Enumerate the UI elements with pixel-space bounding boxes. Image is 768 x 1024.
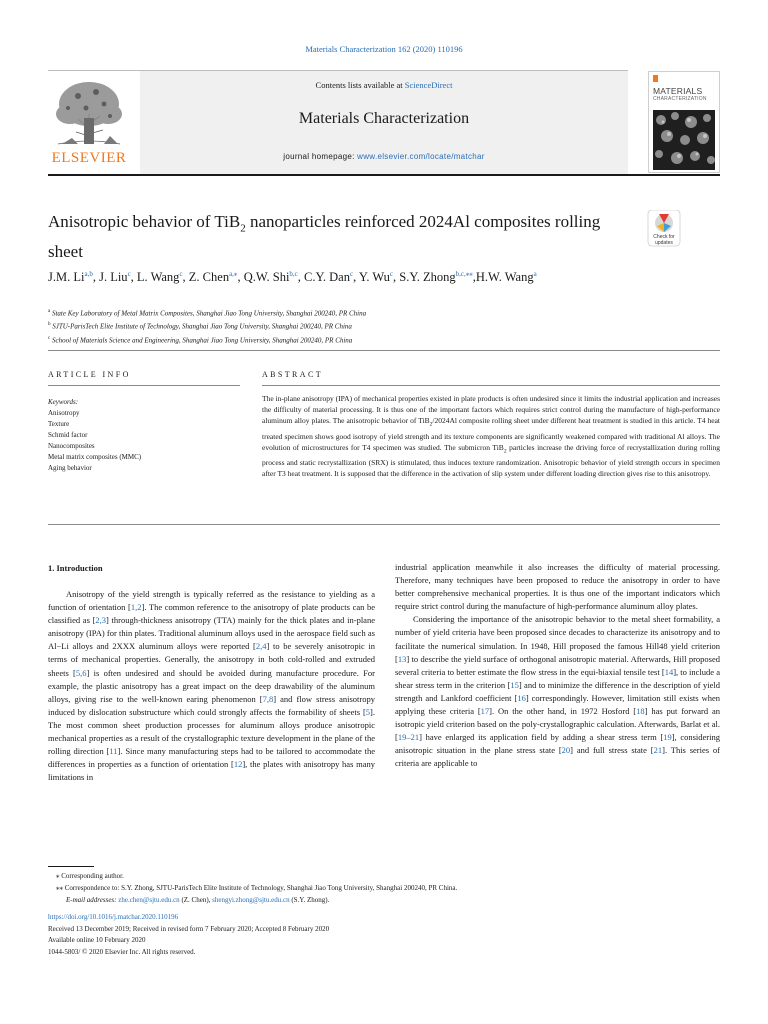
author-name[interactable]: Q.W. Shi [243, 270, 290, 285]
author-affiliation-marker[interactable]: b,c [289, 270, 298, 278]
body-text: ]. Since many manufacturing steps had to be tailored to accommodate the differences in properties as a function of orientation [ [48, 746, 375, 770]
article-info-heading: ARTICLE INFO [48, 370, 131, 379]
author-name[interactable]: L. Wang [136, 270, 180, 285]
received-dates: Received 13 December 2019; Received in revised form 7 February 2020; Accepted 8 February 2020 [48, 924, 330, 933]
abstract-rule [262, 385, 720, 386]
email-link[interactable]: shengyi.zhong@sjtu.edu.cn [212, 896, 290, 904]
author-separator: , [472, 270, 476, 285]
affiliation-key: b [48, 322, 51, 328]
crossmark-label[interactable] [646, 234, 682, 246]
affiliation-item [48, 306, 708, 319]
available-online: Available online 10 February 2020 [48, 936, 146, 945]
footnote-correspondence: ⁎⁎ Correspondence to: S.Y. Zhong, SJTU-ParisTech Elite Institute of Technology, Shanghai Jiao Tong University, Shanghai 200240, PR China. [56, 884, 458, 892]
abstract-heading: ABSTRACT [262, 370, 323, 379]
abstract-part: particles increase the driving force of recrystallization during rolling process and static recrystallization (SRX) is stimulated, thus induces texture randomization. Anisotropic behavior of yield strength occurs in specimen after T3 heat treatment. It is supposed that the difference in the activation of slip system under different loading direction gives rise to this anisotropy. [262, 442, 720, 478]
author-affiliation-marker[interactable]: a,⁎ [229, 270, 238, 278]
author-affiliation-marker[interactable]: c [350, 270, 354, 278]
intro-paragraph [395, 613, 720, 770]
body-text: ], to include a shear stress term in the criterion [ [395, 666, 721, 690]
citation-link[interactable]: 13 [397, 653, 407, 664]
section-separator [48, 350, 720, 351]
journal-citation[interactable]: Materials Characterization 162 (2020) 110196 [305, 44, 463, 54]
crossmark-icon[interactable] [646, 210, 682, 254]
citation-link[interactable]: 15 [510, 679, 519, 690]
cover-mark [653, 75, 658, 82]
body-text: Considering the importance of the anisotropic behavior to the metal sheet formability, a number of yield criteria have been proposed since decades to characterize its anisotropy and to facilitate the numerical simulation. In 1948, Hill proposed the famous Hill48 yield criterion [ [395, 614, 720, 664]
author-name[interactable]: J. Liu [99, 270, 128, 285]
citation-link[interactable]: 18 [636, 706, 645, 717]
citation-link[interactable]: 16 [517, 692, 526, 703]
contents-available-line [140, 80, 628, 90]
body-text: ]. On the other hand, in 1972 Hosford [ [489, 706, 637, 717]
footnote-emails [48, 894, 720, 906]
keyword-item: Metal matrix composites (MMC) [48, 453, 142, 461]
keywords-block [48, 397, 240, 474]
author-separator: , [130, 270, 137, 285]
publication-info [48, 912, 720, 958]
header-bottom-rule [48, 174, 720, 176]
keyword-item: Texture [48, 420, 70, 428]
introduction-heading: 1. Introduction [48, 563, 103, 573]
author-affiliation-marker[interactable]: a,b [84, 270, 93, 278]
elsevier-wordmark: ELSEVIER [51, 150, 127, 166]
cover-title: MATERIALS [653, 86, 703, 96]
author-separator: , [353, 270, 359, 285]
body-text: ] correspondingly. However, limitation still exists when applying these criteria [ [395, 692, 720, 717]
abstract-bottom-rule [48, 524, 720, 525]
footnote-rule [48, 866, 94, 867]
body-text: ]. This series of criteria are applicable to [395, 745, 720, 769]
citation-link[interactable]: 1,2 [130, 602, 142, 613]
author-separator: , [92, 270, 100, 285]
author-name[interactable]: Y. Wu [358, 270, 390, 285]
citation-link[interactable]: 20 [561, 745, 571, 756]
affiliation-key: c [48, 335, 51, 341]
journal-name[interactable]: Materials Characterization [298, 110, 470, 127]
footnote-corresponding: ⁎ Corresponding author. [56, 872, 124, 880]
journal-homepage-line [140, 152, 628, 161]
affiliation-list [48, 306, 708, 346]
author-affiliation-marker[interactable]: b,c,⁎⁎ [455, 270, 473, 278]
body-text: ] to be severely anisotropic in terms of mechanical properties. Generally, the anisotropy in both cold-rolled and extruded sheets [ [48, 641, 375, 678]
body-text: ]. The common reference to the anisotropy of plate products can be classified as [ [48, 602, 375, 626]
article-info-rule [48, 385, 240, 386]
crossmark-text-2: updates [655, 240, 673, 246]
author-affiliation-marker[interactable]: a [533, 270, 537, 278]
doi-link[interactable]: https://doi.org/10.1016/j.matchar.2020.110196 [48, 913, 179, 921]
keywords-label: Keywords: [48, 398, 79, 406]
body-text: ] has put forward an isotropic yield criterion based on the poly-crystallographic calculation. Afterwards, Barlat et al. [ [395, 706, 721, 743]
affiliation-item [48, 333, 708, 346]
body-text: ], considering anisotropic situation in the plane stress state [ [395, 732, 720, 756]
copyright-line: 1044-5803/ © 2020 Elsevier Inc. All rights reserved. [48, 947, 196, 956]
author-name[interactable]: J.M. Li [48, 270, 85, 285]
email-link[interactable]: zhe.chen@sjtu.edu.cn [118, 896, 180, 904]
abstract-part: /2024Al composite rolling sheet under different heat treatment is studied in this article. T4 heat treated specimen shows good isotropy of yield strength and its texture components are significantly weakened compared with traditional Al alloys. The evolution of microstructures for T4 specimen was studied. The submicron TiB [262, 416, 720, 452]
keyword-item: Nanocomposites [48, 442, 95, 450]
author-affiliation-marker[interactable]: c [389, 270, 394, 278]
citation-link[interactable]: 12 [233, 759, 243, 770]
body-text: ] and flow stress anisotropy induced by dislocation substructure which could strongly affects the formability of sheets [ [48, 693, 375, 717]
affiliation-key: a [48, 309, 51, 314]
author-list [48, 266, 668, 286]
author-separator: , [237, 270, 244, 285]
crossmark-text-1: Check for [653, 234, 675, 240]
author-separator: , [182, 270, 189, 285]
body-text: ] through-thickness anisotropy (TTA) mainly for the thick plates and in-plane anisotropy (IPA) for thin plates. Traditional aluminum alloys used in the aerospace field such as Al−Li alloys and 2XXX aluminum alloys were reported [ [48, 615, 375, 652]
author-separator: , [393, 270, 400, 285]
body-text: ] to describe the yield surface of orthogonal anisotropic material. Afterwards, Hill proposed several criteria to better estimate the flow stress in the equi-biaxial tensile test [ [395, 653, 720, 677]
body-text: ] is often undesired and should be avoided during manufacture procedure. For example, the plastic anisotropy has a great impact on the deep drawability of the aluminum alloys, giving rise to the well-known earing phenomenon [ [48, 667, 375, 704]
author-name[interactable]: Z. Chen [188, 270, 230, 285]
homepage-prefix: journal homepage: [283, 152, 358, 161]
title-part-2: nanoparticles reinforced 2024Al composites rolling sheet [48, 212, 601, 262]
affiliation-text: School of Materials Science and Engineering, Shanghai Jiao Tong University, Shanghai 200240, PR China [50, 335, 353, 344]
body-text: ], the plates with anisotropy has many limitations in [48, 759, 375, 783]
body-text: ]. The most common sheet production processes for aluminum alloys produce anisotropic mechanical properties as a result of the crystallographic texture development in the plane of the rolling direction [ [48, 706, 375, 757]
intro-left-column [48, 588, 375, 784]
abstract-subscript: 2 [429, 421, 433, 428]
keyword-item: Anisotropy [48, 409, 80, 417]
body-text: ] have enlarged its application field by adding a shear stress term [ [419, 732, 664, 743]
abstract-subscript: 2 [503, 448, 507, 454]
citation-link[interactable]: 19 [663, 732, 672, 743]
citation-link[interactable]: 11 [109, 746, 118, 757]
cover-subtitle: CHARACTERIZATION [653, 96, 707, 102]
intro-right-column [395, 561, 720, 771]
author-name[interactable]: H.W. Wang [475, 270, 534, 285]
email-label: E-mail addresses: [66, 896, 117, 904]
affiliation-text: State Key Laboratory of Metal Matrix Composites, Shanghai Jiao Tong University, Shanghai 200240, PR China [50, 309, 367, 318]
author-affiliation-marker[interactable]: c [179, 270, 183, 278]
citation-link[interactable]: 2,4 [255, 641, 267, 652]
author-name[interactable]: S.Y. Zhong [399, 270, 456, 285]
email-owner: (Z. Chen), [179, 896, 213, 904]
citation-link[interactable]: 19–21 [397, 732, 420, 743]
abstract-part: The in-plane anisotropy (IPA) of mechanical properties existed in plate products is often undesired since it limits the industrial application and increases the difficulty of material processing. It is thus one of the important factors which requires strict control during the manufacture of high-performance aluminum alloy plates. The anisotropic behavior of TiB [262, 394, 720, 425]
citation-link[interactable]: 7,8 [262, 693, 274, 704]
author-affiliation-marker[interactable]: c [127, 270, 131, 278]
sciencedirect-link[interactable]: ScienceDirect [404, 80, 453, 90]
keyword-item: Aging behavior [48, 464, 92, 472]
homepage-link[interactable]: www.elsevier.com/locate/matchar [357, 152, 485, 161]
email-owner: (S.Y. Zhong). [289, 896, 330, 904]
intro-paragraph: industrial application meanwhile it also increases the difficulty of material processing. Therefore, many techniques have been proposed to reduce the anisotropy in order to have better comprehensive mechanical properties. It is thus one of the important indicators which require strict control during the manufacture of high-performance aluminum alloy plates. [395, 562, 720, 612]
author-name[interactable]: C.Y. Dan [304, 270, 350, 285]
title-subscript: 2 [240, 222, 246, 235]
journal-cover-image[interactable] [648, 71, 720, 173]
body-text: ] and to minimize the difference in the description of yield strength and Lankford coefficient [ [395, 679, 720, 703]
body-text: ] and full stress state [ [570, 745, 654, 756]
article-title [48, 210, 628, 264]
affiliation-text: SJTU-ParisTech Elite Institute of Technology, Shanghai Jiao Tong University, Shanghai 200240, PR China [50, 322, 352, 331]
cover-micrograph [653, 110, 715, 170]
abstract-text [262, 393, 720, 479]
citation-link[interactable]: 14 [664, 666, 674, 677]
citation-link[interactable]: 5,6 [75, 667, 87, 678]
footnotes [48, 870, 720, 906]
citation-link[interactable]: 17 [480, 706, 490, 717]
contents-prefix: Contents lists available at [315, 80, 405, 90]
body-text: Anisotropy of the yield strength is typically referred as the resistance to yielding as a function of orientation [ [48, 589, 375, 613]
affiliation-item [48, 319, 708, 332]
citation-link[interactable]: 21 [653, 745, 663, 756]
author-separator: , [297, 270, 305, 285]
citation-link[interactable]: 2,3 [95, 615, 107, 626]
citation-link[interactable]: 5 [365, 706, 371, 717]
title-part-1: Anisotropic behavior of TiB [48, 212, 241, 231]
keyword-item: Schmid factor [48, 431, 88, 439]
